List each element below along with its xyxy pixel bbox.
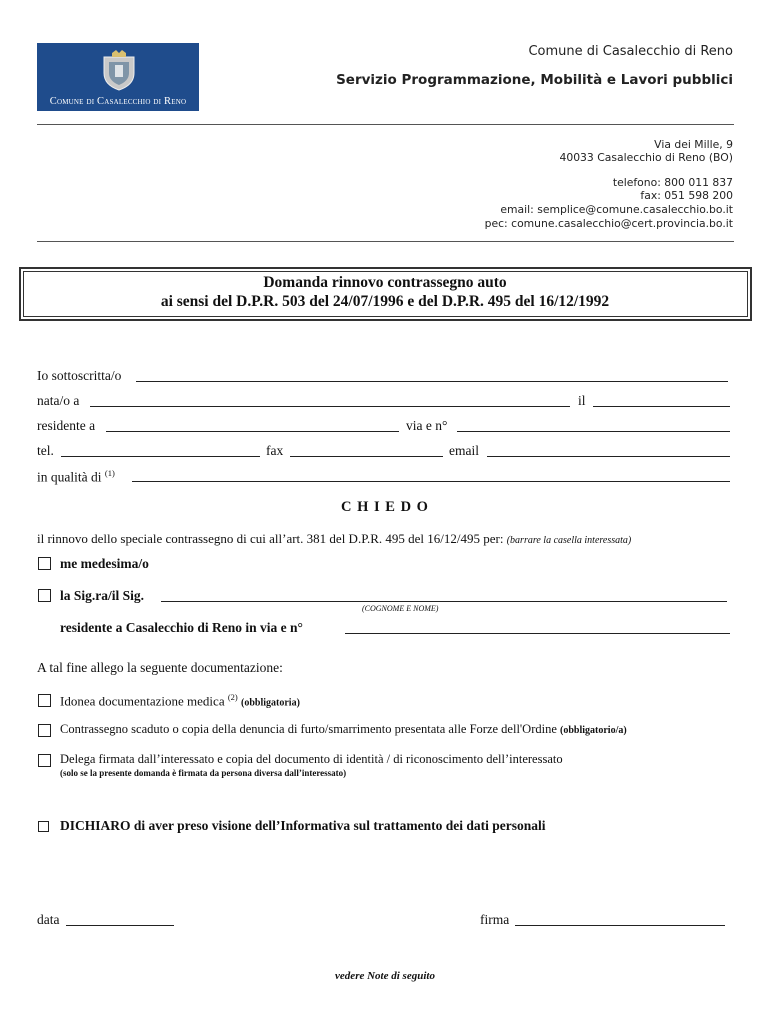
see-notes-text: vedere Note di seguito xyxy=(335,970,435,982)
doc-delegation-checkbox[interactable] xyxy=(38,754,51,767)
signature-label: firma xyxy=(480,912,510,927)
signature-field[interactable] xyxy=(515,911,725,926)
contact-phone: telefono: 800 011 837 xyxy=(612,176,733,189)
phone-field[interactable] xyxy=(61,442,260,457)
street-number-field[interactable] xyxy=(457,417,730,432)
contact-divider xyxy=(37,241,734,242)
date-field[interactable] xyxy=(66,911,174,926)
capacity-field[interactable] xyxy=(132,467,730,482)
option-self-label: me medesima/o xyxy=(60,556,149,571)
doc-expired-checkbox[interactable] xyxy=(38,724,51,737)
other-person-name-field[interactable] xyxy=(161,587,727,602)
municipality-name: Comune di Casalecchio di Reno xyxy=(528,44,733,59)
footnote-1-marker: (1) xyxy=(104,468,115,478)
doc-medical-label: Idonea documentazione medica $^{(2)}$ (obbligatoria) xyxy=(60,692,300,709)
option-other-label: la Sig.ra/il Sig. xyxy=(60,588,145,603)
doc-expired-label: Contrassegno scaduto o copia della denuncia di furto/smarrimento presentata alle Forze dell'Ordine (obbligatorio/a) xyxy=(60,722,627,736)
other-residence-label: residente a Casalecchio di Reno in via e n° xyxy=(60,620,303,635)
birthplace-label: nata/o a xyxy=(37,393,80,408)
logo-text: Comune di Casalecchio di Reno xyxy=(49,96,187,107)
doc-delegation-note: (solo se la presente domanda è firmata da persona diversa dall’interessato) xyxy=(60,768,347,778)
residence-city-field[interactable] xyxy=(106,417,399,432)
other-residence-field[interactable] xyxy=(345,619,730,634)
municipality-logo xyxy=(37,43,199,111)
birthplace-field[interactable] xyxy=(90,392,570,407)
email-field[interactable] xyxy=(487,442,730,457)
declaration-checkbox[interactable] xyxy=(38,821,49,832)
declaration-text: DICHIARO di aver preso visione dell’Informativa sul trattamento dei dati personali xyxy=(60,818,546,833)
form-subtitle: ai sensi del D.P.R. 503 del 24/07/1996 e del D.P.R. 495 del 16/12/1992 xyxy=(160,293,610,310)
date-label: data xyxy=(37,912,60,927)
birthdate-field[interactable] xyxy=(593,392,730,407)
department-name: Servizio Programmazione, Mobilità e Lavori pubblici xyxy=(336,72,733,88)
signer-name-field[interactable] xyxy=(136,367,728,382)
contact-fax: fax: 051 598 200 xyxy=(640,189,733,202)
request-instruction: (barrare la casella interessata) xyxy=(506,535,632,546)
documentation-intro: A tal fine allego la seguente documentazione: xyxy=(37,660,283,675)
fax-label: fax xyxy=(266,443,284,458)
contact-email: email: semplice@comune.casalecchio.bo.it xyxy=(500,203,733,216)
signer-label: Io sottoscritta/o xyxy=(37,368,122,383)
footnote-2-marker: (2) xyxy=(227,692,238,702)
doc-delegation-label: Delega firmata dall’interessato e copia del documento di identità / di riconoscimento dell’interessato xyxy=(60,752,563,766)
birthdate-label: il xyxy=(578,393,586,408)
capacity-label: in qualità di $^{(1)}$ xyxy=(37,468,115,485)
option-other-checkbox[interactable] xyxy=(38,589,51,602)
contact-pec: pec: comune.casalecchio@cert.provincia.bo.it xyxy=(484,217,733,230)
header-divider xyxy=(37,124,734,125)
coat-of-arms-icon xyxy=(100,49,138,91)
other-person-caption: (COGNOME E NOME) xyxy=(362,604,439,613)
request-heading: C H I E D O xyxy=(341,499,429,515)
contact-address-city: 40033 Casalecchio di Reno (BO) xyxy=(559,151,733,164)
option-self-checkbox[interactable] xyxy=(38,557,51,570)
phone-label: tel. xyxy=(37,443,54,458)
street-label: via e n° xyxy=(406,418,448,433)
residence-label: residente a xyxy=(37,418,96,433)
request-text: il rinnovo dello speciale contrassegno di cui all’art. 381 del D.P.R. 495 del 16/12/495 per: (barrare la casella interessata) xyxy=(37,531,632,546)
contact-address-street: Via dei Mille, 9 xyxy=(654,138,733,151)
email-label: email xyxy=(449,443,479,458)
form-title: Domanda rinnovo contrassegno auto xyxy=(263,274,507,291)
fax-field[interactable] xyxy=(290,442,443,457)
doc-medical-checkbox[interactable] xyxy=(38,694,51,707)
